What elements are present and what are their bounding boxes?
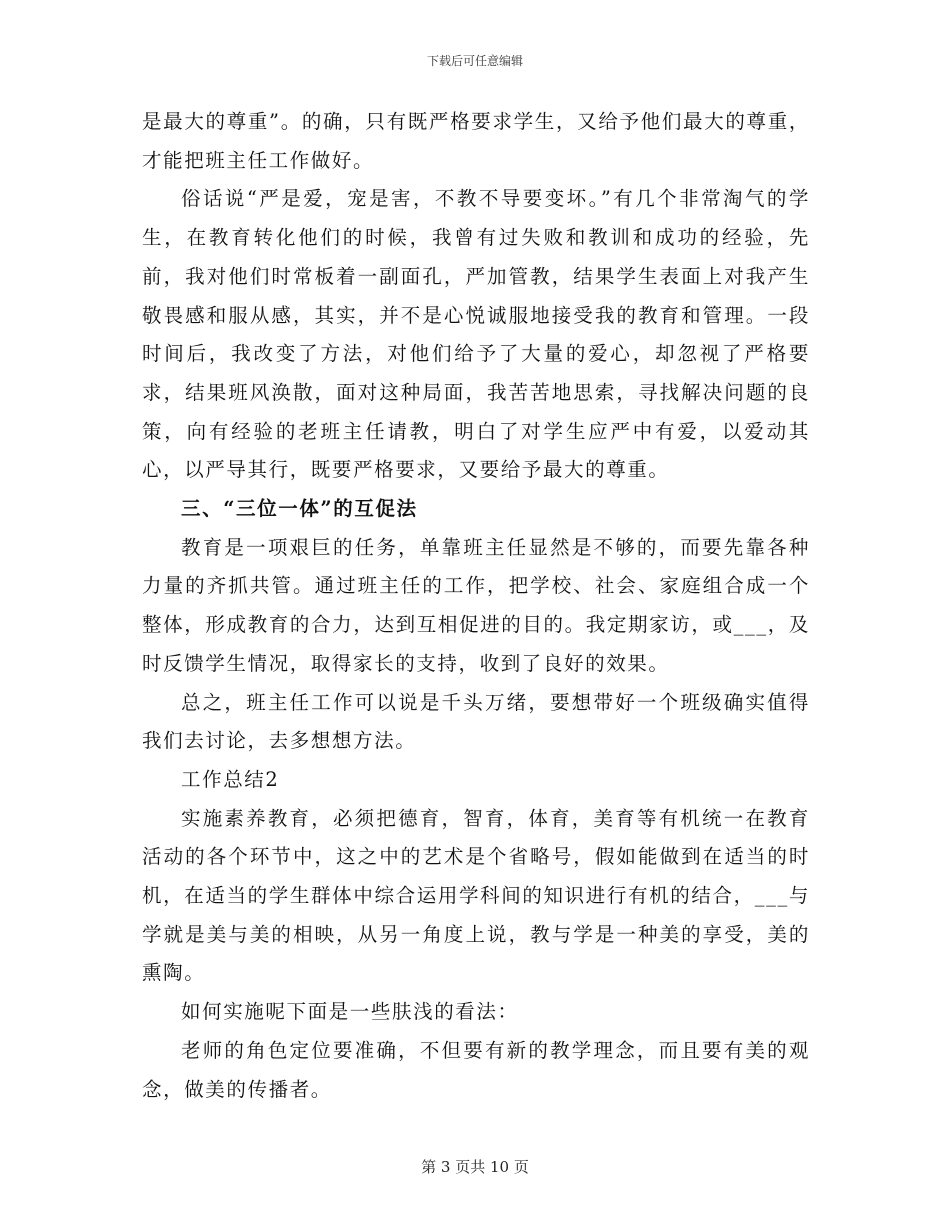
section-heading-three-in-one: 三、“三位一体”的互促法 <box>181 497 418 521</box>
document-body <box>142 103 810 1109</box>
paragraph-joint-education: 教育是一项艰巨的任务，单靠班主任显然是不够的，而要先靠各种力量的齐抓共管。通过班主任的工作，把学校、社会、家庭组合成一个整体，形成教育的合力，达到互相促进的目的。我定期家访，或___，及时反馈学生情况，取得家长的支持，收到了良好的效果。 <box>142 535 810 675</box>
paragraph-quality-education: 实施素养教育，必须把德育，智育，体育，美育等有机统一在教育活动的各个环节中，这之中的艺术是个省略号，假如能做到在适当的时机，在适当的学生群体中综合运用学科间的知识进行有机的结合，___与学就是美与美的相映，从另一角度上说，教与学是一种美的享受，美的熏陶。 <box>142 806 810 985</box>
paragraph-how-to-implement: 如何实施呢下面是一些肤浅的看法： <box>181 1000 519 1024</box>
section-title-work-summary-2: 工作总结2 <box>181 767 280 791</box>
paragraph-respect-conclusion: 是最大的尊重”。的确，只有既严格要求学生，又给予他们最大的尊重，才能把班主任工作做好。 <box>142 110 810 172</box>
page-number-footer: 第 3 页共 10 页 <box>421 1158 529 1176</box>
paragraph-proverb-strictness: 俗话说“严是爱，宠是害，不教不导要变坏。”有几个非常淘气的学生，在教育转化他们的时候，我曾有过失败和教训和成功的经验，先前，我对他们时常板着一副面孔，严加管教，结果学生表面上对我产生敬畏感和服从感，其实，并不是心悦诚服地接受我的教育和管理。一段时间后，我改变了方法，对他们给予了大量的爱心，却忽视了严格要求，结果班风涣散，面对这种局面，我苦苦地思索，寻找解决问题的良策，向有经验的老班主任请教，明白了对学生应严中有爱，以爱动其心，以严导其行，既要严格要求，又要给予最大的尊重。 <box>142 187 810 482</box>
page-header: 下载后可任意编辑 <box>426 54 523 68</box>
paragraph-summary: 总之，班主任工作可以说是千头万绪，要想带好一个班级确实值得我们去讨论，去多想想方法。 <box>142 690 810 753</box>
paragraph-teacher-role: 老师的角色定位要准确，不但要有新的教学理念，而且要有美的观念，做美的传播者。 <box>142 1038 810 1101</box>
